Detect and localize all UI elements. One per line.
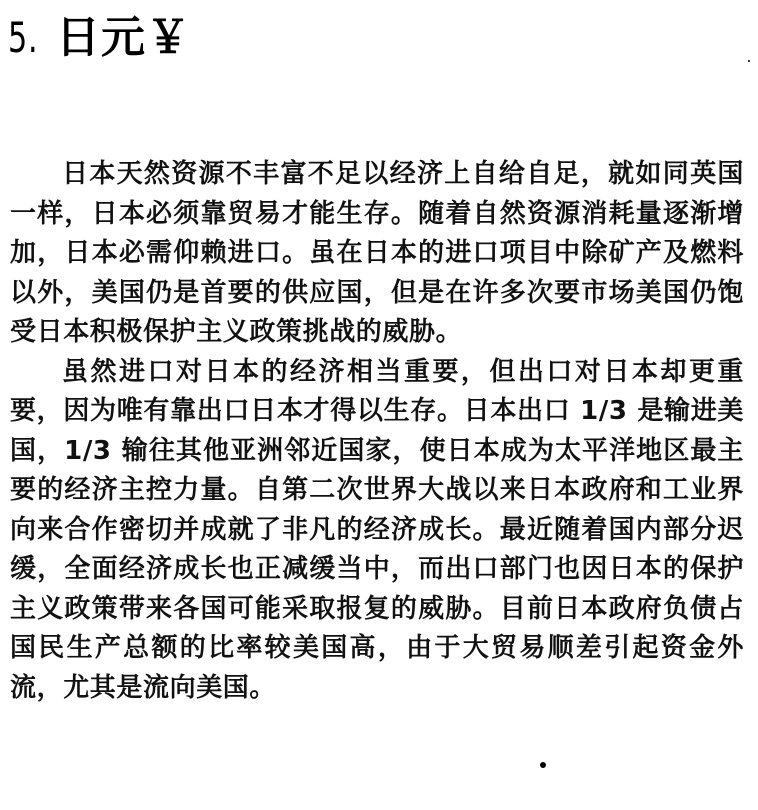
scan-speck xyxy=(748,60,750,62)
section-heading xyxy=(8,6,191,70)
section-title: 日元￥ xyxy=(56,12,191,63)
paragraph-2: 虽然进口对日本的经济相当重要，但出口对日本却更重要，因为唯有靠出口日本才得以生存。日本出口 1/3 是输进美国，1/3 输往其他亚洲邻近国家，使日本成为太平洋地区最主要的经济主控力量。自第二次世界大战以来日本政府和工业界向来合作密切并成就了非凡的经济成长。最近随着国内部分迟缓，全面经济成长也正减缓当中，而出口部门也因日本的保护主义政策带来各国可能采取报复的威胁。目前日本政府负债占国民生产总额的比率较美国高，由于大贸易顺差引起资金外流，尤其是流向美国。 xyxy=(10,356,744,703)
scan-speck xyxy=(540,762,546,768)
paragraph-1: 日本天然资源不丰富不足以经济上自给自足，就如同英国一样，日本必须靠贸易才能生存。随着自然资源消耗量逐渐增加，日本必需仰赖进口。虽在日本的进口项目中除矿产及燃料以外，美国仍是首要的供应国，但是在许多次要市场美国仍饱受日本积极保护主义政策挑战的威胁。 xyxy=(10,159,744,347)
section-number: 5. xyxy=(8,13,39,62)
body-text xyxy=(10,155,744,708)
